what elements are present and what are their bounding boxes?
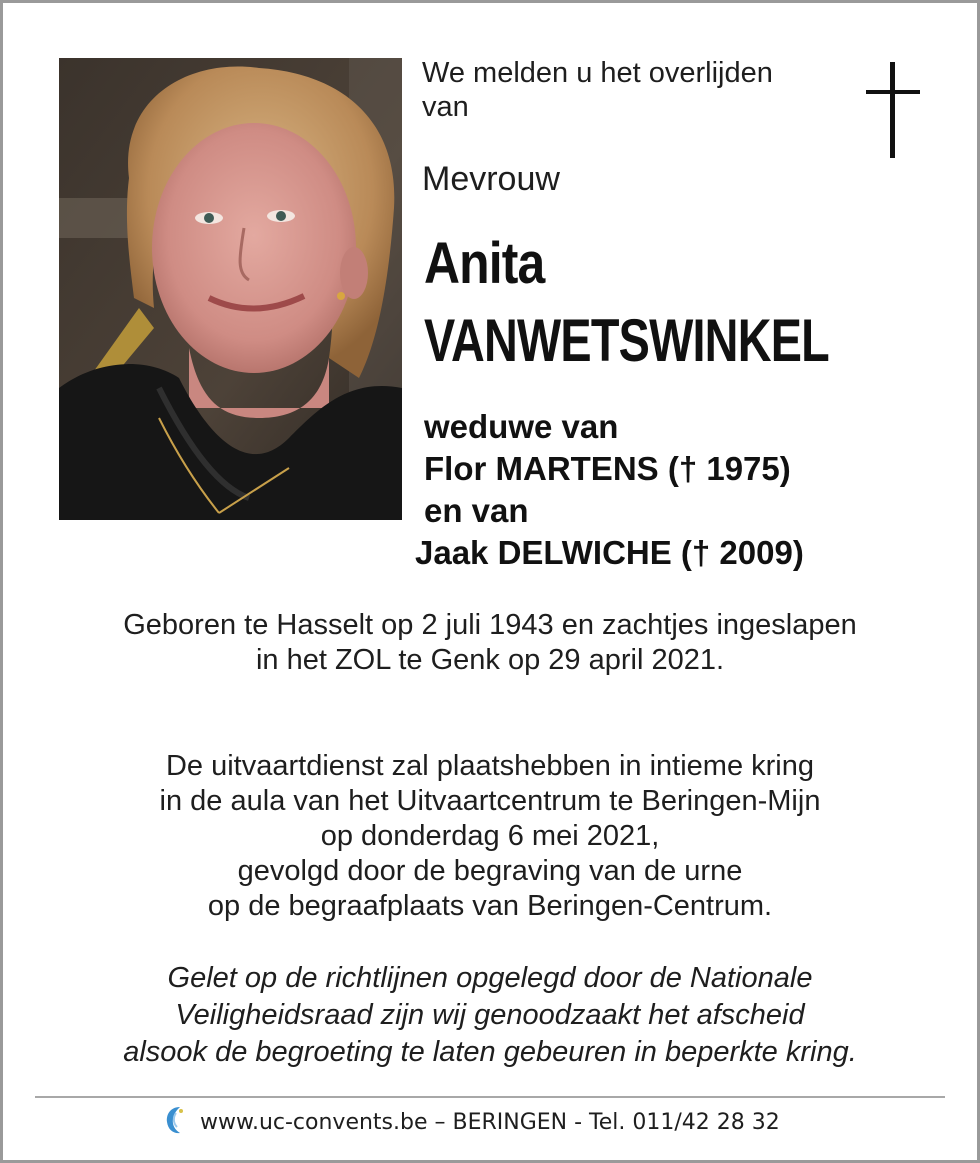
- relation-line: weduwe van: [424, 408, 619, 445]
- birth-death-text: [0, 608, 980, 678]
- portrait-photo: [59, 58, 402, 520]
- deceased-last-name: VANWETSWINKEL: [424, 307, 829, 374]
- deceased-title: Mevrouw: [422, 160, 560, 198]
- footer-contact[interactable]: www.uc-convents.be – BERINGEN - Tel. 011/42 28 32: [200, 1109, 780, 1135]
- intro-line: van: [422, 91, 469, 123]
- covid-notice: [0, 960, 980, 1071]
- intro-text: [422, 56, 842, 124]
- relation-line: Jaak DELWICHE († 2009): [415, 534, 804, 571]
- notice-line: Veiligheidsraad zijn wij genoodzaakt het afscheid: [175, 999, 805, 1031]
- funeral-line: gevolgd door de begraving van de urne: [237, 855, 743, 887]
- notice-line: alsook de begroeting te laten gebeuren in beperkte kring.: [123, 1036, 857, 1068]
- notice-line: Gelet op de richtlijnen opgelegd door de Nationale: [167, 962, 813, 994]
- intro-line: We melden u het overlijden: [422, 57, 773, 89]
- relations-block: [415, 406, 804, 574]
- footer: [162, 1104, 780, 1140]
- birth-death-line: Geboren te Hasselt op 2 juli 1943 en zachtjes ingeslapen: [123, 609, 857, 641]
- relation-line: Flor MARTENS († 1975): [424, 450, 791, 487]
- relation-line: en van: [424, 492, 529, 529]
- footer-divider: [35, 1096, 945, 1098]
- funeral-home-logo-icon: [162, 1103, 188, 1142]
- deceased-first-name: Anita: [424, 231, 545, 296]
- funeral-line: op donderdag 6 mei 2021,: [320, 820, 660, 852]
- funeral-line: op de begraafplaats van Beringen-Centrum.: [207, 890, 773, 922]
- funeral-details: [0, 749, 980, 924]
- funeral-line: De uitvaartdienst zal plaatshebben in intieme kring: [165, 750, 815, 782]
- birth-death-line: in het ZOL te Genk op 29 april 2021.: [255, 644, 725, 676]
- funeral-line: in de aula van het Uitvaartcentrum te Beringen-Mijn: [159, 785, 821, 817]
- cross-icon: [864, 62, 922, 165]
